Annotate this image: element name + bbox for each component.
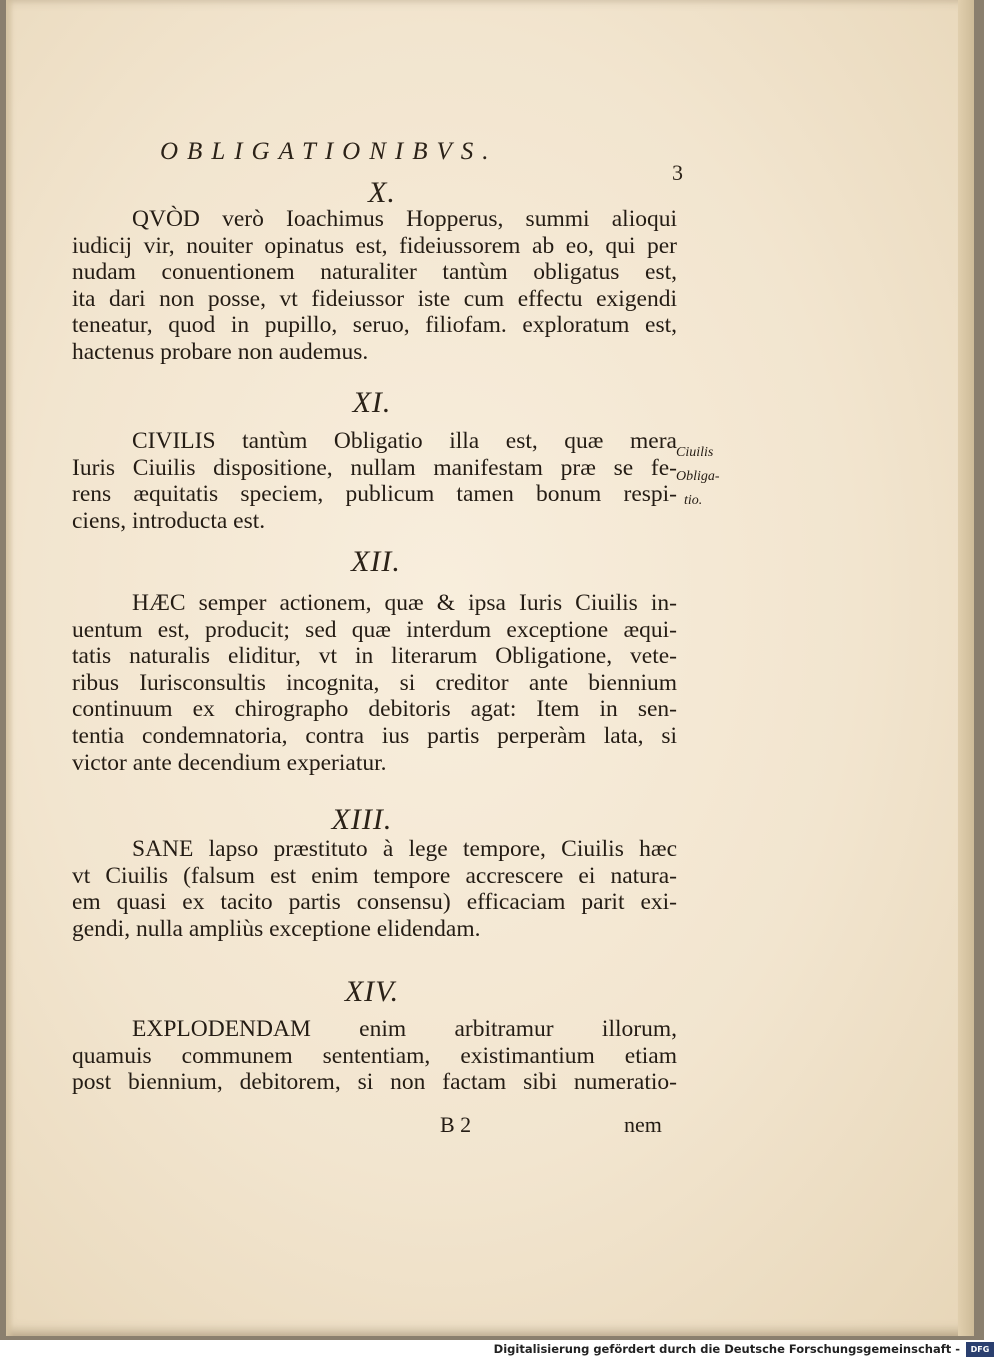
running-head: OBLIGATIONIBVS. xyxy=(160,138,498,165)
section-heading-xi: XI. xyxy=(352,386,392,419)
text-line: CIVILIS tantùm Obligatio illa est, quæ mera xyxy=(132,428,677,454)
text-line: continuum ex chirographo debitoris agat: Item in sen- xyxy=(72,696,677,723)
text-line: Iuris Ciuilis dispositione, nullam manifestam præ se fe- xyxy=(72,454,677,481)
text-line: rens æquitatis speciem, publicum tamen bonum respi- xyxy=(72,481,677,508)
text-line: nudam conuentionem naturaliter tantùm obligatus est, xyxy=(72,259,677,286)
marginal-line: Ciuilis xyxy=(676,445,714,460)
section-xiv-text xyxy=(72,1016,677,1096)
text-line: gendi, nulla ampliùs exceptione elidendam. xyxy=(72,915,481,942)
text-line: tentia condemnatoria, contra ius partis perperàm lata, si xyxy=(72,722,677,749)
section-heading-xii: XII. xyxy=(351,545,401,578)
text-line: HÆC semper actionem, quæ & ipsa Iuris Ciuilis in- xyxy=(132,590,677,616)
signature-mark: B 2 xyxy=(440,1112,472,1137)
marginal-line: tio. xyxy=(684,493,703,508)
text-line: em quasi ex tacito partis consensu) efficaciam parit exi- xyxy=(72,889,677,916)
section-xi-text xyxy=(72,428,677,534)
section-heading-xiii: XIII. xyxy=(331,803,393,836)
text-line: tatis naturalis eliditur, vt in literarum Obligatione, vete- xyxy=(72,643,677,670)
section-x-text xyxy=(72,206,677,366)
text-line: teneatur, quod in pupillo, seruo, filiofam. exploratum est, xyxy=(72,312,677,339)
text-line: victor ante decendium experiatur. xyxy=(72,749,387,776)
text-line: QVÒD verò Ioachimus Hopperus, summi alioqui xyxy=(132,206,677,232)
footer-credit: Digitalisierung gefördert durch die Deutsche Forschungsgemeinschaft - xyxy=(493,1342,960,1356)
section-xiii-text xyxy=(72,836,677,942)
marginal-line: Obliga- xyxy=(676,469,720,484)
text-line: vt Ciuilis (falsum est enim tempore accrescere ei natura- xyxy=(72,862,677,889)
text-line: quamuis communem sententiam, existimantium etiam xyxy=(72,1042,677,1069)
section-xii-text xyxy=(72,590,677,776)
footer-bar xyxy=(0,1340,1000,1361)
page-number: 3 xyxy=(672,160,683,185)
text-line: iudicij vir, nouiter opinatus est, fideiussorem ab eo, qui per xyxy=(72,232,677,259)
page-gutter xyxy=(6,0,14,1336)
section-heading-xiv: XIV. xyxy=(344,975,400,1008)
text-line: EXPLODENDAM enim arbitramur illorum, xyxy=(132,1016,677,1042)
section-heading-x: X. xyxy=(368,176,396,209)
text-line: ribus Iurisconsultis incognita, si creditor ante biennium xyxy=(72,669,677,696)
text-line: uentum est, producit; sed quæ interdum exceptione æqui- xyxy=(72,616,677,643)
text-line: ita dari non posse, vt fideiussor iste cum effectu exigendi xyxy=(72,285,677,312)
dfg-logo-icon: DFG xyxy=(966,1342,994,1357)
page-edge xyxy=(958,0,974,1336)
text-line: SANE lapso præstituto à lege tempore, Ciuilis hæc xyxy=(132,836,677,862)
text-line: ciens, introducta est. xyxy=(72,507,266,534)
text-line: post biennium, debitorem, si non factam sibi numeratio- xyxy=(72,1069,677,1096)
marginal-note xyxy=(676,441,746,513)
catchword: nem xyxy=(624,1112,662,1137)
text-line: hactenus probare non audemus. xyxy=(72,338,369,365)
